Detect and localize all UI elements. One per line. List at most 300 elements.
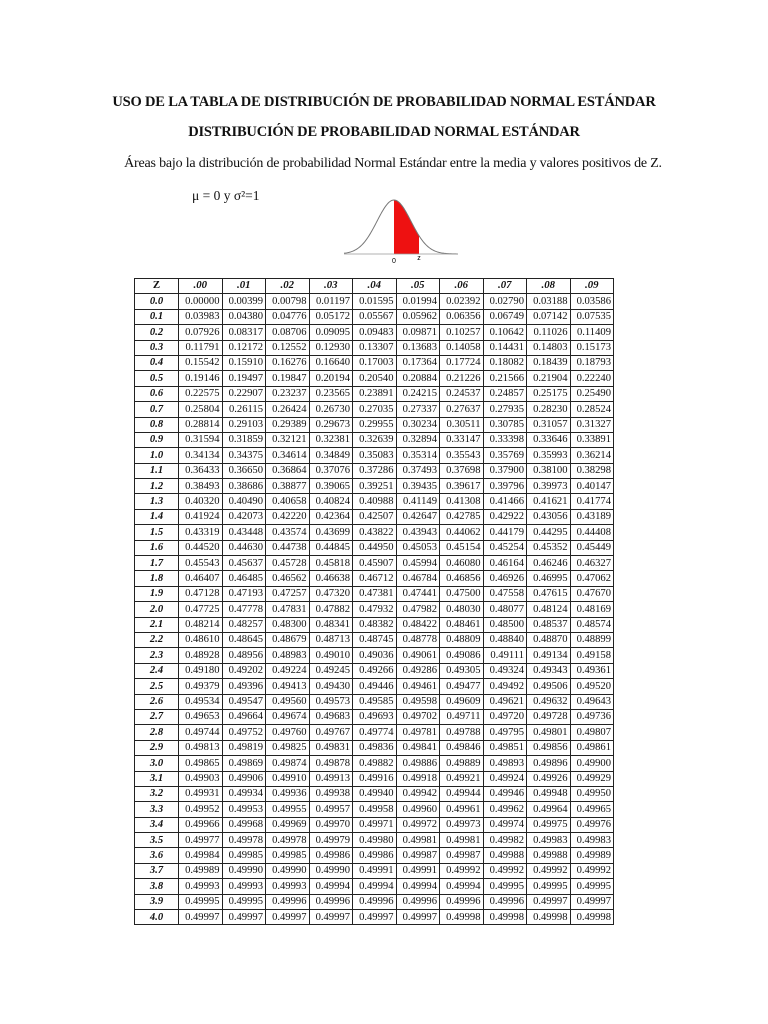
probability-cell: 0.45994 [396, 556, 440, 571]
probability-cell: 0.49010 [309, 648, 353, 663]
probability-cell: 0.35769 [483, 448, 527, 463]
probability-cell: 0.33646 [527, 432, 571, 447]
table-row [135, 694, 614, 709]
probability-cell: 0.49982 [483, 833, 527, 848]
probability-cell: 0.49286 [396, 663, 440, 678]
table-row [135, 509, 614, 524]
probability-cell: 0.49702 [396, 709, 440, 724]
probability-cell: 0.49801 [527, 725, 571, 740]
probability-cell: 0.49993 [222, 879, 266, 894]
probability-cell: 0.16640 [309, 355, 353, 370]
probability-cell: 0.37698 [440, 463, 484, 478]
probability-cell: 0.49693 [353, 709, 397, 724]
probability-cell: 0.22907 [222, 386, 266, 401]
probability-cell: 0.14803 [527, 340, 571, 355]
probability-cell: 0.48809 [440, 632, 484, 647]
probability-cell: 0.25804 [179, 402, 223, 417]
z-value-cell: 2.7 [135, 709, 179, 724]
probability-cell: 0.49996 [309, 894, 353, 909]
probability-cell: 0.49997 [266, 910, 310, 925]
probability-cell: 0.49158 [570, 648, 614, 663]
probability-cell: 0.43189 [570, 509, 614, 524]
z-value-cell: 3.3 [135, 802, 179, 817]
probability-cell: 0.48030 [440, 602, 484, 617]
probability-cell: 0.46995 [527, 571, 571, 586]
probability-cell: 0.49134 [527, 648, 571, 663]
probability-cell: 0.49865 [179, 756, 223, 771]
probability-cell: 0.49795 [483, 725, 527, 740]
probability-cell: 0.39796 [483, 479, 527, 494]
probability-cell: 0.49968 [222, 817, 266, 832]
probability-cell: 0.49998 [440, 910, 484, 925]
probability-cell: 0.49874 [266, 756, 310, 771]
probability-cell: 0.37286 [353, 463, 397, 478]
z-value-cell: 1.8 [135, 571, 179, 586]
probability-cell: 0.25175 [527, 386, 571, 401]
probability-cell: 0.27035 [353, 402, 397, 417]
probability-cell: 0.49992 [440, 863, 484, 878]
mean-label: 0 [392, 258, 396, 264]
probability-cell: 0.49997 [179, 910, 223, 925]
probability-cell: 0.30785 [483, 417, 527, 432]
table-row [135, 294, 614, 309]
probability-cell: 0.45728 [266, 556, 310, 571]
probability-cell: 0.49674 [266, 709, 310, 724]
probability-cell: 0.49931 [179, 786, 223, 801]
probability-cell: 0.26730 [309, 402, 353, 417]
probability-cell: 0.31594 [179, 432, 223, 447]
probability-cell: 0.49995 [179, 894, 223, 909]
probability-cell: 0.49683 [309, 709, 353, 724]
probability-cell: 0.49976 [570, 817, 614, 832]
probability-cell: 0.48745 [353, 632, 397, 647]
probability-cell: 0.48778 [396, 632, 440, 647]
probability-cell: 0.49990 [222, 863, 266, 878]
z-value-cell: 3.2 [135, 786, 179, 801]
probability-cell: 0.37493 [396, 463, 440, 478]
description-text: Áreas bajo la distribución de probabilidad Normal Estándar entre la media y valores positivos de Z. [124, 156, 662, 171]
probability-cell: 0.49379 [179, 679, 223, 694]
probability-cell: 0.44630 [222, 540, 266, 555]
probability-cell: 0.12552 [266, 340, 310, 355]
probability-cell: 0.47831 [266, 602, 310, 617]
probability-cell: 0.42922 [483, 509, 527, 524]
probability-cell: 0.20884 [396, 371, 440, 386]
probability-cell: 0.01197 [309, 294, 353, 309]
probability-cell: 0.49938 [309, 786, 353, 801]
probability-cell: 0.49936 [266, 786, 310, 801]
probability-cell: 0.48077 [483, 602, 527, 617]
probability-cell: 0.34375 [222, 448, 266, 463]
probability-cell: 0.47320 [309, 586, 353, 601]
probability-cell: 0.49975 [527, 817, 571, 832]
normal-curve-figure [342, 192, 460, 264]
probability-cell: 0.38298 [570, 463, 614, 478]
probability-cell: 0.46638 [309, 571, 353, 586]
probability-cell: 0.49989 [179, 863, 223, 878]
probability-cell: 0.49934 [222, 786, 266, 801]
probability-cell: 0.02392 [440, 294, 484, 309]
probability-cell: 0.41621 [527, 494, 571, 509]
z-value-cell: 3.5 [135, 833, 179, 848]
table-row [135, 525, 614, 540]
probability-cell: 0.49774 [353, 725, 397, 740]
probability-cell: 0.49989 [570, 848, 614, 863]
probability-cell: 0.49997 [396, 910, 440, 925]
probability-cell: 0.49978 [222, 833, 266, 848]
probability-cell: 0.24857 [483, 386, 527, 401]
probability-cell: 0.49995 [527, 879, 571, 894]
probability-cell: 0.49972 [396, 817, 440, 832]
probability-cell: 0.49916 [353, 771, 397, 786]
z-label: z [417, 255, 421, 262]
probability-cell: 0.48341 [309, 617, 353, 632]
probability-cell: 0.38877 [266, 479, 310, 494]
table-row [135, 802, 614, 817]
table-row [135, 648, 614, 663]
probability-cell: 0.27337 [396, 402, 440, 417]
probability-cell: 0.21566 [483, 371, 527, 386]
probability-cell: 0.49856 [527, 740, 571, 755]
probability-cell: 0.49903 [179, 771, 223, 786]
probability-cell: 0.49788 [440, 725, 484, 740]
table-row [135, 725, 614, 740]
probability-cell: 0.39251 [353, 479, 397, 494]
probability-cell: 0.28524 [570, 402, 614, 417]
probability-cell: 0.49878 [309, 756, 353, 771]
probability-cell: 0.45449 [570, 540, 614, 555]
probability-cell: 0.43448 [222, 525, 266, 540]
probability-cell: 0.04776 [266, 309, 310, 324]
probability-cell: 0.48500 [483, 617, 527, 632]
z-value-cell: 2.8 [135, 725, 179, 740]
table-row [135, 786, 614, 801]
probability-cell: 0.49961 [440, 802, 484, 817]
column-header: .09 [570, 279, 614, 294]
table-header-row [135, 279, 614, 294]
z-value-cell: 1.0 [135, 448, 179, 463]
probability-cell: 0.49940 [353, 786, 397, 801]
probability-cell: 0.47670 [570, 586, 614, 601]
probability-cell: 0.18082 [483, 355, 527, 370]
z-value-cell: 1.6 [135, 540, 179, 555]
probability-cell: 0.30234 [396, 417, 440, 432]
probability-cell: 0.49621 [483, 694, 527, 709]
z-value-cell: 0.3 [135, 340, 179, 355]
probability-cell: 0.49720 [483, 709, 527, 724]
column-header: .03 [309, 279, 353, 294]
probability-cell: 0.49924 [483, 771, 527, 786]
probability-cell: 0.31327 [570, 417, 614, 432]
probability-cell: 0.45907 [353, 556, 397, 571]
probability-cell: 0.22575 [179, 386, 223, 401]
probability-cell: 0.14058 [440, 340, 484, 355]
table-row [135, 402, 614, 417]
probability-cell: 0.47982 [396, 602, 440, 617]
probability-cell: 0.42073 [222, 509, 266, 524]
probability-cell: 0.42647 [396, 509, 440, 524]
probability-cell: 0.49664 [222, 709, 266, 724]
probability-cell: 0.49520 [570, 679, 614, 694]
probability-cell: 0.21904 [527, 371, 571, 386]
probability-cell: 0.49180 [179, 663, 223, 678]
probability-cell: 0.43822 [353, 525, 397, 540]
probability-cell: 0.49996 [266, 894, 310, 909]
column-header: .04 [353, 279, 397, 294]
probability-cell: 0.49305 [440, 663, 484, 678]
table-row [135, 463, 614, 478]
probability-cell: 0.45254 [483, 540, 527, 555]
z-value-cell: 1.4 [135, 509, 179, 524]
probability-cell: 0.49560 [266, 694, 310, 709]
probability-cell: 0.06749 [483, 309, 527, 324]
probability-cell: 0.41149 [396, 494, 440, 509]
probability-cell: 0.49609 [440, 694, 484, 709]
probability-cell: 0.29103 [222, 417, 266, 432]
probability-cell: 0.48422 [396, 617, 440, 632]
probability-cell: 0.46784 [396, 571, 440, 586]
probability-cell: 0.34614 [266, 448, 310, 463]
probability-cell: 0.47500 [440, 586, 484, 601]
probability-cell: 0.49993 [179, 879, 223, 894]
probability-cell: 0.42220 [266, 509, 310, 524]
probability-cell: 0.00798 [266, 294, 310, 309]
probability-cell: 0.49997 [222, 910, 266, 925]
probability-cell: 0.17003 [353, 355, 397, 370]
table-row [135, 709, 614, 724]
z-value-cell: 2.6 [135, 694, 179, 709]
probability-cell: 0.44179 [483, 525, 527, 540]
probability-cell: 0.47441 [396, 586, 440, 601]
probability-cell: 0.23565 [309, 386, 353, 401]
table-row [135, 679, 614, 694]
probability-cell: 0.35083 [353, 448, 397, 463]
probability-cell: 0.49990 [266, 863, 310, 878]
probability-cell: 0.49086 [440, 648, 484, 663]
probability-cell: 0.00399 [222, 294, 266, 309]
probability-cell: 0.49744 [179, 725, 223, 740]
probability-cell: 0.11026 [527, 325, 571, 340]
probability-cell: 0.49974 [483, 817, 527, 832]
table-row [135, 848, 614, 863]
probability-cell: 0.49995 [483, 879, 527, 894]
probability-cell: 0.49477 [440, 679, 484, 694]
z-value-cell: 2.2 [135, 632, 179, 647]
table-row [135, 386, 614, 401]
probability-cell: 0.49973 [440, 817, 484, 832]
probability-cell: 0.12172 [222, 340, 266, 355]
probability-cell: 0.49965 [570, 802, 614, 817]
column-header: .02 [266, 279, 310, 294]
probability-cell: 0.19847 [266, 371, 310, 386]
probability-cell: 0.09871 [396, 325, 440, 340]
probability-cell: 0.14431 [483, 340, 527, 355]
probability-cell: 0.49831 [309, 740, 353, 755]
probability-cell: 0.38100 [527, 463, 571, 478]
probability-cell: 0.21226 [440, 371, 484, 386]
probability-cell: 0.49952 [179, 802, 223, 817]
probability-cell: 0.22240 [570, 371, 614, 386]
probability-cell: 0.33891 [570, 432, 614, 447]
probability-cell: 0.05962 [396, 309, 440, 324]
probability-cell: 0.49245 [309, 663, 353, 678]
probability-cell: 0.49970 [309, 817, 353, 832]
probability-cell: 0.49813 [179, 740, 223, 755]
z-table-container [134, 278, 614, 925]
probability-cell: 0.46562 [266, 571, 310, 586]
table-row [135, 540, 614, 555]
probability-cell: 0.13307 [353, 340, 397, 355]
probability-cell: 0.37076 [309, 463, 353, 478]
probability-cell: 0.17364 [396, 355, 440, 370]
probability-cell: 0.43699 [309, 525, 353, 540]
probability-cell: 0.49950 [570, 786, 614, 801]
probability-cell: 0.49987 [396, 848, 440, 863]
z-value-cell: 2.4 [135, 663, 179, 678]
probability-cell: 0.49851 [483, 740, 527, 755]
z-value-cell: 1.9 [135, 586, 179, 601]
probability-cell: 0.49430 [309, 679, 353, 694]
probability-cell: 0.49962 [483, 802, 527, 817]
probability-cell: 0.46407 [179, 571, 223, 586]
probability-cell: 0.44062 [440, 525, 484, 540]
z-value-cell: 1.7 [135, 556, 179, 571]
probability-cell: 0.49807 [570, 725, 614, 740]
probability-cell: 0.49343 [527, 663, 571, 678]
probability-cell: 0.49202 [222, 663, 266, 678]
probability-cell: 0.19497 [222, 371, 266, 386]
z-value-cell: 0.5 [135, 371, 179, 386]
probability-cell: 0.27637 [440, 402, 484, 417]
probability-cell: 0.49994 [396, 879, 440, 894]
table-row [135, 371, 614, 386]
probability-cell: 0.47615 [527, 586, 571, 601]
probability-cell: 0.35314 [396, 448, 440, 463]
probability-cell: 0.49998 [527, 910, 571, 925]
probability-cell: 0.49396 [222, 679, 266, 694]
probability-cell: 0.49886 [396, 756, 440, 771]
probability-cell: 0.11409 [570, 325, 614, 340]
table-row [135, 571, 614, 586]
probability-cell: 0.46485 [222, 571, 266, 586]
probability-cell: 0.47381 [353, 586, 397, 601]
probability-cell: 0.46926 [483, 571, 527, 586]
probability-cell: 0.49841 [396, 740, 440, 755]
probability-cell: 0.27935 [483, 402, 527, 417]
table-row [135, 448, 614, 463]
z-table [134, 278, 614, 925]
probability-cell: 0.47932 [353, 602, 397, 617]
probability-cell: 0.49653 [179, 709, 223, 724]
probability-cell: 0.48574 [570, 617, 614, 632]
probability-cell: 0.49994 [353, 879, 397, 894]
probability-cell: 0.09095 [309, 325, 353, 340]
table-row [135, 309, 614, 324]
probability-cell: 0.49986 [353, 848, 397, 863]
table-row [135, 879, 614, 894]
probability-cell: 0.20194 [309, 371, 353, 386]
probability-cell: 0.42364 [309, 509, 353, 524]
probability-cell: 0.49910 [266, 771, 310, 786]
probability-cell: 0.49992 [527, 863, 571, 878]
probability-cell: 0.47257 [266, 586, 310, 601]
probability-cell: 0.48382 [353, 617, 397, 632]
probability-cell: 0.09483 [353, 325, 397, 340]
probability-cell: 0.45818 [309, 556, 353, 571]
z-value-cell: 3.0 [135, 756, 179, 771]
table-row [135, 756, 614, 771]
probability-cell: 0.32381 [309, 432, 353, 447]
probability-cell: 0.49926 [527, 771, 571, 786]
probability-cell: 0.49984 [179, 848, 223, 863]
probability-cell: 0.49981 [396, 833, 440, 848]
probability-cell: 0.36864 [266, 463, 310, 478]
probability-cell: 0.45154 [440, 540, 484, 555]
column-header: .01 [222, 279, 266, 294]
probability-cell: 0.40988 [353, 494, 397, 509]
probability-cell: 0.23891 [353, 386, 397, 401]
probability-cell: 0.49446 [353, 679, 397, 694]
probability-cell: 0.45053 [396, 540, 440, 555]
probability-cell: 0.11791 [179, 340, 223, 355]
probability-cell: 0.33147 [440, 432, 484, 447]
z-value-cell: 0.2 [135, 325, 179, 340]
probability-cell: 0.49995 [570, 879, 614, 894]
probability-cell: 0.38493 [179, 479, 223, 494]
probability-cell: 0.44950 [353, 540, 397, 555]
probability-cell: 0.49946 [483, 786, 527, 801]
probability-cell: 0.49997 [353, 910, 397, 925]
probability-cell: 0.18439 [527, 355, 571, 370]
probability-cell: 0.04380 [222, 309, 266, 324]
probability-cell: 0.26115 [222, 402, 266, 417]
z-value-cell: 1.2 [135, 479, 179, 494]
probability-cell: 0.49869 [222, 756, 266, 771]
z-value-cell: 0.6 [135, 386, 179, 401]
table-row [135, 910, 614, 925]
probability-cell: 0.49979 [309, 833, 353, 848]
probability-cell: 0.24215 [396, 386, 440, 401]
probability-cell: 0.47128 [179, 586, 223, 601]
probability-cell: 0.03188 [527, 294, 571, 309]
probability-cell: 0.32894 [396, 432, 440, 447]
z-value-cell: 2.5 [135, 679, 179, 694]
probability-cell: 0.48169 [570, 602, 614, 617]
probability-cell: 0.49492 [483, 679, 527, 694]
probability-cell: 0.38686 [222, 479, 266, 494]
probability-cell: 0.48610 [179, 632, 223, 647]
table-row [135, 632, 614, 647]
probability-cell: 0.49994 [440, 879, 484, 894]
probability-cell: 0.49547 [222, 694, 266, 709]
probability-cell: 0.15173 [570, 340, 614, 355]
probability-cell: 0.49991 [396, 863, 440, 878]
probability-cell: 0.49960 [396, 802, 440, 817]
probability-cell: 0.30511 [440, 417, 484, 432]
z-value-cell: 0.4 [135, 355, 179, 370]
column-header-z: Z [135, 279, 179, 294]
probability-cell: 0.49836 [353, 740, 397, 755]
probability-cell: 0.49413 [266, 679, 310, 694]
probability-cell: 0.49913 [309, 771, 353, 786]
probability-cell: 0.18793 [570, 355, 614, 370]
z-value-cell: 2.3 [135, 648, 179, 663]
probability-cell: 0.28814 [179, 417, 223, 432]
probability-cell: 0.49957 [309, 802, 353, 817]
probability-cell: 0.49997 [309, 910, 353, 925]
probability-cell: 0.35543 [440, 448, 484, 463]
probability-cell: 0.49942 [396, 786, 440, 801]
